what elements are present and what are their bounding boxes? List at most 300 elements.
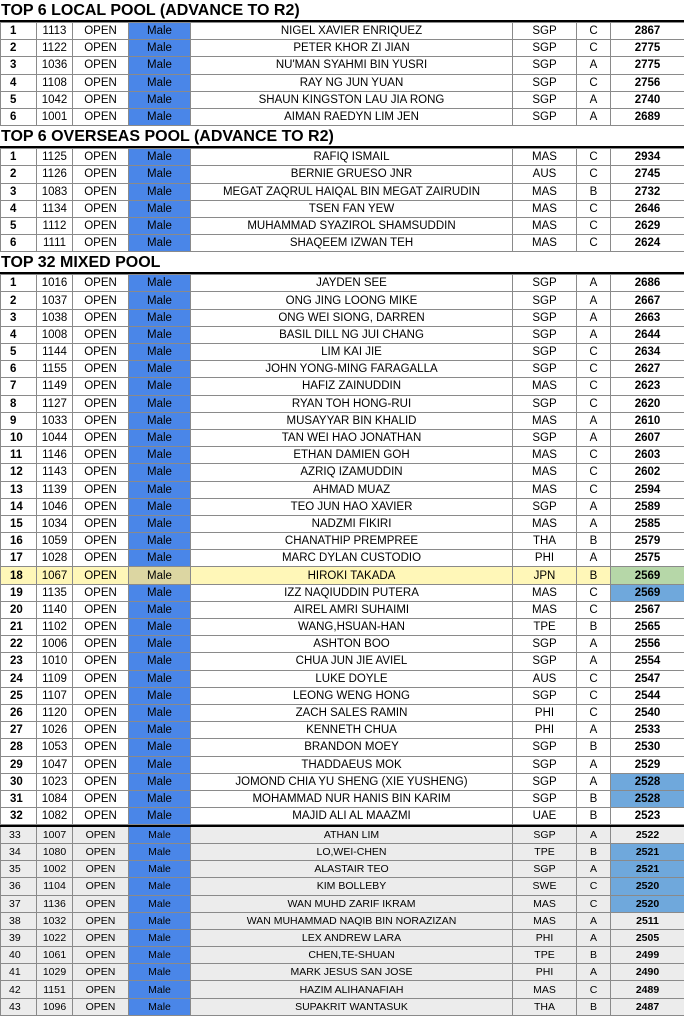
group-cell: A — [577, 275, 611, 292]
country-cell: MAS — [513, 895, 577, 912]
gender-cell: Male — [129, 895, 191, 912]
gender-cell: Male — [129, 687, 191, 704]
rank-cell: 11 — [1, 447, 37, 464]
table-row — [1, 653, 684, 670]
group-cell: A — [577, 412, 611, 429]
gender-cell: Male — [129, 361, 191, 378]
player-id-cell: 1140 — [37, 601, 73, 618]
player-name-cell: ONG JING LOONG MIKE — [191, 292, 513, 309]
player-id-cell: 1135 — [37, 584, 73, 601]
rating-cell: 2667 — [611, 292, 684, 309]
rank-cell: 37 — [1, 895, 37, 912]
player-id-cell: 1144 — [37, 344, 73, 361]
player-name-cell: AIMAN RAEDYN LIM JEN — [191, 108, 513, 125]
player-id-cell: 1028 — [37, 550, 73, 567]
group-cell: A — [577, 108, 611, 125]
country-cell: SGP — [513, 756, 577, 773]
country-cell: SGP — [513, 687, 577, 704]
table-row — [1, 447, 684, 464]
gender-cell: Male — [129, 217, 191, 234]
rank-cell: 33 — [1, 826, 37, 843]
gender-cell: Male — [129, 74, 191, 91]
table-row — [1, 878, 684, 895]
player-name-cell: NADZMI FIKIRI — [191, 515, 513, 532]
group-cell: C — [577, 235, 611, 252]
standings-table — [0, 825, 684, 1016]
country-cell: MAS — [513, 464, 577, 481]
rating-cell: 2610 — [611, 412, 684, 429]
rank-cell: 20 — [1, 601, 37, 618]
country-cell: SGP — [513, 275, 577, 292]
category-cell: OPEN — [73, 790, 129, 807]
category-cell: OPEN — [73, 74, 129, 91]
category-cell: OPEN — [73, 947, 129, 964]
category-cell: OPEN — [73, 550, 129, 567]
player-name-cell: TEO JUN HAO XAVIER — [191, 498, 513, 515]
country-cell: TPE — [513, 843, 577, 860]
country-cell: SGP — [513, 91, 577, 108]
category-cell: OPEN — [73, 601, 129, 618]
rating-cell: 2499 — [611, 947, 684, 964]
country-cell: SGP — [513, 344, 577, 361]
table-row — [1, 533, 684, 550]
player-id-cell: 1022 — [37, 929, 73, 946]
player-id-cell: 1034 — [37, 515, 73, 532]
player-name-cell: RAFIQ ISMAIL — [191, 149, 513, 166]
group-cell: C — [577, 23, 611, 40]
rank-cell: 12 — [1, 464, 37, 481]
rating-cell: 2686 — [611, 275, 684, 292]
gender-cell: Male — [129, 773, 191, 790]
gender-cell: Male — [129, 378, 191, 395]
rating-cell: 2511 — [611, 912, 684, 929]
player-id-cell: 1111 — [37, 235, 73, 252]
group-cell: B — [577, 790, 611, 807]
player-id-cell: 1143 — [37, 464, 73, 481]
rating-cell: 2567 — [611, 601, 684, 618]
player-name-cell: AZRIQ IZAMUDDIN — [191, 464, 513, 481]
player-name-cell: RYAN TOH HONG-RUI — [191, 395, 513, 412]
group-cell: B — [577, 808, 611, 825]
player-id-cell: 1026 — [37, 722, 73, 739]
player-name-cell: ATHAN LIM — [191, 826, 513, 843]
table-row — [1, 601, 684, 618]
group-cell: A — [577, 964, 611, 981]
player-id-cell: 1108 — [37, 74, 73, 91]
group-cell: A — [577, 722, 611, 739]
group-cell: C — [577, 481, 611, 498]
gender-cell: Male — [129, 57, 191, 74]
player-name-cell: SHAQEEM IZWAN TEH — [191, 235, 513, 252]
table-row — [1, 235, 684, 252]
rating-cell: 2756 — [611, 74, 684, 91]
table-row — [1, 808, 684, 825]
group-cell: B — [577, 998, 611, 1015]
rank-cell: 6 — [1, 235, 37, 252]
gender-cell: Male — [129, 929, 191, 946]
rank-cell: 15 — [1, 515, 37, 532]
table-row — [1, 217, 684, 234]
group-cell: C — [577, 670, 611, 687]
group-cell: A — [577, 653, 611, 670]
rating-cell: 2569 — [611, 567, 684, 584]
table-row — [1, 687, 684, 704]
group-cell: A — [577, 756, 611, 773]
gender-cell: Male — [129, 235, 191, 252]
gender-cell: Male — [129, 998, 191, 1015]
player-name-cell: BERNIE GRUESO JNR — [191, 166, 513, 183]
player-id-cell: 1102 — [37, 619, 73, 636]
gender-cell: Male — [129, 878, 191, 895]
rating-cell: 2624 — [611, 235, 684, 252]
player-id-cell: 1080 — [37, 843, 73, 860]
rating-cell: 2644 — [611, 326, 684, 343]
rating-cell: 2603 — [611, 447, 684, 464]
player-id-cell: 1136 — [37, 895, 73, 912]
player-id-cell: 1053 — [37, 739, 73, 756]
country-cell: AUS — [513, 166, 577, 183]
table-row — [1, 773, 684, 790]
rank-cell: 22 — [1, 636, 37, 653]
player-id-cell: 1107 — [37, 687, 73, 704]
gender-cell: Male — [129, 200, 191, 217]
gender-cell: Male — [129, 149, 191, 166]
table-row — [1, 361, 684, 378]
player-name-cell: ZACH SALES RAMIN — [191, 704, 513, 721]
group-cell: A — [577, 861, 611, 878]
rank-cell: 26 — [1, 704, 37, 721]
category-cell: OPEN — [73, 619, 129, 636]
rank-cell: 1 — [1, 149, 37, 166]
group-cell: B — [577, 183, 611, 200]
table-row — [1, 826, 684, 843]
group-cell: C — [577, 601, 611, 618]
player-name-cell: LUKE DOYLE — [191, 670, 513, 687]
player-name-cell: MUHAMMAD SYAZIROL SHAMSUDDIN — [191, 217, 513, 234]
country-cell: JPN — [513, 567, 577, 584]
table-row — [1, 275, 684, 292]
rating-cell: 2505 — [611, 929, 684, 946]
table-row — [1, 200, 684, 217]
rank-cell: 4 — [1, 326, 37, 343]
country-cell: SGP — [513, 429, 577, 446]
table-row — [1, 149, 684, 166]
rank-cell: 28 — [1, 739, 37, 756]
category-cell: OPEN — [73, 670, 129, 687]
table-row — [1, 309, 684, 326]
player-id-cell: 1061 — [37, 947, 73, 964]
rank-cell: 4 — [1, 200, 37, 217]
country-cell: MAS — [513, 912, 577, 929]
group-cell: A — [577, 309, 611, 326]
category-cell: OPEN — [73, 773, 129, 790]
player-name-cell: LO,WEI-CHEN — [191, 843, 513, 860]
rating-cell: 2585 — [611, 515, 684, 532]
player-name-cell: NU'MAN SYAHMI BIN YUSRI — [191, 57, 513, 74]
group-cell: B — [577, 947, 611, 964]
rank-cell: 29 — [1, 756, 37, 773]
player-name-cell: SHAUN KINGSTON LAU JIA RONG — [191, 91, 513, 108]
gender-cell: Male — [129, 912, 191, 929]
group-cell: B — [577, 739, 611, 756]
rank-cell: 19 — [1, 584, 37, 601]
section-title: TOP 6 OVERSEAS POOL (ADVANCE TO R2) — [0, 126, 684, 148]
group-cell: C — [577, 149, 611, 166]
player-id-cell: 1126 — [37, 166, 73, 183]
category-cell: OPEN — [73, 981, 129, 998]
country-cell: PHI — [513, 722, 577, 739]
country-cell: SGP — [513, 326, 577, 343]
player-name-cell: MEGAT ZAQRUL HAIQAL BIN MEGAT ZAIRUDIN — [191, 183, 513, 200]
category-cell: OPEN — [73, 895, 129, 912]
country-cell: SGP — [513, 395, 577, 412]
rating-cell: 2528 — [611, 773, 684, 790]
player-id-cell: 1109 — [37, 670, 73, 687]
category-cell: OPEN — [73, 843, 129, 860]
group-cell: A — [577, 57, 611, 74]
table-row — [1, 998, 684, 1015]
category-cell: OPEN — [73, 429, 129, 446]
category-cell: OPEN — [73, 481, 129, 498]
gender-cell: Male — [129, 429, 191, 446]
gender-cell: Male — [129, 843, 191, 860]
category-cell: OPEN — [73, 739, 129, 756]
category-cell: OPEN — [73, 309, 129, 326]
category-cell: OPEN — [73, 533, 129, 550]
rating-cell: 2530 — [611, 739, 684, 756]
group-cell: C — [577, 200, 611, 217]
rank-cell: 35 — [1, 861, 37, 878]
gender-cell: Male — [129, 981, 191, 998]
rank-cell: 1 — [1, 23, 37, 40]
player-id-cell: 1096 — [37, 998, 73, 1015]
rating-cell: 2521 — [611, 861, 684, 878]
category-cell: OPEN — [73, 326, 129, 343]
category-cell: OPEN — [73, 447, 129, 464]
player-id-cell: 1134 — [37, 200, 73, 217]
country-cell: SGP — [513, 653, 577, 670]
table-row — [1, 326, 684, 343]
rating-cell: 2579 — [611, 533, 684, 550]
rank-cell: 36 — [1, 878, 37, 895]
category-cell: OPEN — [73, 200, 129, 217]
rating-cell: 2646 — [611, 200, 684, 217]
rating-cell: 2775 — [611, 40, 684, 57]
rating-cell: 2521 — [611, 843, 684, 860]
player-id-cell: 1146 — [37, 447, 73, 464]
category-cell: OPEN — [73, 361, 129, 378]
country-cell: MAS — [513, 149, 577, 166]
player-id-cell: 1104 — [37, 878, 73, 895]
player-id-cell: 1112 — [37, 217, 73, 234]
player-id-cell: 1033 — [37, 412, 73, 429]
rating-cell: 2520 — [611, 895, 684, 912]
group-cell: B — [577, 843, 611, 860]
group-cell: C — [577, 361, 611, 378]
player-name-cell: BRANDON MOEY — [191, 739, 513, 756]
rating-cell: 2575 — [611, 550, 684, 567]
rank-cell: 40 — [1, 947, 37, 964]
player-name-cell: ONG WEI SIONG, DARREN — [191, 309, 513, 326]
player-name-cell: RAY NG JUN YUAN — [191, 74, 513, 91]
category-cell: OPEN — [73, 998, 129, 1015]
player-id-cell: 1046 — [37, 498, 73, 515]
gender-cell: Male — [129, 567, 191, 584]
rating-cell: 2520 — [611, 878, 684, 895]
rating-cell: 2547 — [611, 670, 684, 687]
gender-cell: Male — [129, 619, 191, 636]
category-cell: OPEN — [73, 878, 129, 895]
gender-cell: Male — [129, 166, 191, 183]
rank-cell: 39 — [1, 929, 37, 946]
rank-cell: 9 — [1, 412, 37, 429]
country-cell: THA — [513, 533, 577, 550]
group-cell: C — [577, 584, 611, 601]
country-cell: SGP — [513, 108, 577, 125]
player-name-cell: MAJID ALI AL MAAZMI — [191, 808, 513, 825]
player-id-cell: 1038 — [37, 309, 73, 326]
player-name-cell: SUPAKRIT WANTASUK — [191, 998, 513, 1015]
table-row — [1, 344, 684, 361]
gender-cell: Male — [129, 91, 191, 108]
player-name-cell: LEX ANDREW LARA — [191, 929, 513, 946]
group-cell: A — [577, 498, 611, 515]
rating-cell: 2934 — [611, 149, 684, 166]
player-name-cell: HAZIM ALIHANAFIAH — [191, 981, 513, 998]
country-cell: SWE — [513, 878, 577, 895]
rating-cell: 2589 — [611, 498, 684, 515]
group-cell: C — [577, 395, 611, 412]
player-id-cell: 1029 — [37, 964, 73, 981]
rating-cell: 2544 — [611, 687, 684, 704]
gender-cell: Male — [129, 964, 191, 981]
category-cell: OPEN — [73, 704, 129, 721]
country-cell: SGP — [513, 361, 577, 378]
country-cell: MAS — [513, 981, 577, 998]
country-cell: SGP — [513, 40, 577, 57]
rating-cell: 2556 — [611, 636, 684, 653]
table-row — [1, 378, 684, 395]
category-cell: OPEN — [73, 808, 129, 825]
group-cell: C — [577, 166, 611, 183]
section-title: TOP 32 MIXED POOL — [0, 252, 684, 274]
table-row — [1, 429, 684, 446]
rank-cell: 34 — [1, 843, 37, 860]
player-name-cell: THADDAEUS MOK — [191, 756, 513, 773]
country-cell: MAS — [513, 200, 577, 217]
group-cell: C — [577, 464, 611, 481]
player-name-cell: JAYDEN SEE — [191, 275, 513, 292]
gender-cell: Male — [129, 515, 191, 532]
group-cell: A — [577, 429, 611, 446]
player-name-cell: WAN MUHAMMAD NAQIB BIN NORAZIZAN — [191, 912, 513, 929]
gender-cell: Male — [129, 722, 191, 739]
table-row — [1, 895, 684, 912]
rating-cell: 2594 — [611, 481, 684, 498]
player-id-cell: 1120 — [37, 704, 73, 721]
gender-cell: Male — [129, 447, 191, 464]
player-id-cell: 1067 — [37, 567, 73, 584]
country-cell: SGP — [513, 790, 577, 807]
country-cell: PHI — [513, 550, 577, 567]
rank-cell: 3 — [1, 183, 37, 200]
standings-table — [0, 274, 684, 825]
country-cell: SGP — [513, 292, 577, 309]
rank-cell: 43 — [1, 998, 37, 1015]
category-cell: OPEN — [73, 57, 129, 74]
gender-cell: Male — [129, 739, 191, 756]
gender-cell: Male — [129, 790, 191, 807]
category-cell: OPEN — [73, 23, 129, 40]
country-cell: SGP — [513, 23, 577, 40]
country-cell: SGP — [513, 773, 577, 790]
player-name-cell: JOMOND CHIA YU SHENG (XIE YUSHENG) — [191, 773, 513, 790]
table-row — [1, 981, 684, 998]
rank-cell: 2 — [1, 292, 37, 309]
player-name-cell: CHEN,TE-SHUAN — [191, 947, 513, 964]
category-cell: OPEN — [73, 91, 129, 108]
group-cell: C — [577, 217, 611, 234]
rank-cell: 23 — [1, 653, 37, 670]
player-name-cell: ETHAN DAMIEN GOH — [191, 447, 513, 464]
country-cell: MAS — [513, 412, 577, 429]
rank-cell: 24 — [1, 670, 37, 687]
player-id-cell: 1113 — [37, 23, 73, 40]
player-name-cell: LEONG WENG HONG — [191, 687, 513, 704]
player-id-cell: 1127 — [37, 395, 73, 412]
category-cell: OPEN — [73, 861, 129, 878]
gender-cell: Male — [129, 412, 191, 429]
country-cell: MAS — [513, 447, 577, 464]
category-cell: OPEN — [73, 756, 129, 773]
country-cell: MAS — [513, 378, 577, 395]
player-id-cell: 1084 — [37, 790, 73, 807]
gender-cell: Male — [129, 464, 191, 481]
category-cell: OPEN — [73, 826, 129, 843]
player-id-cell: 1047 — [37, 756, 73, 773]
player-name-cell: MOHAMMAD NUR HANIS BIN KARIM — [191, 790, 513, 807]
gender-cell: Male — [129, 292, 191, 309]
player-id-cell: 1002 — [37, 861, 73, 878]
rank-cell: 17 — [1, 550, 37, 567]
player-id-cell: 1036 — [37, 57, 73, 74]
player-name-cell: TAN WEI HAO JONATHAN — [191, 429, 513, 446]
table-row — [1, 947, 684, 964]
player-name-cell: KIM BOLLEBY — [191, 878, 513, 895]
rank-cell: 2 — [1, 40, 37, 57]
category-cell: OPEN — [73, 378, 129, 395]
category-cell: OPEN — [73, 515, 129, 532]
rank-cell: 14 — [1, 498, 37, 515]
gender-cell: Male — [129, 309, 191, 326]
group-cell: A — [577, 515, 611, 532]
player-id-cell: 1139 — [37, 481, 73, 498]
table-row — [1, 670, 684, 687]
country-cell: MAS — [513, 235, 577, 252]
table-row — [1, 23, 684, 40]
table-row — [1, 498, 684, 515]
rank-cell: 13 — [1, 481, 37, 498]
player-id-cell: 1016 — [37, 275, 73, 292]
table-row — [1, 619, 684, 636]
rank-cell: 21 — [1, 619, 37, 636]
rank-cell: 32 — [1, 808, 37, 825]
rating-cell: 2732 — [611, 183, 684, 200]
player-name-cell: KENNETH CHUA — [191, 722, 513, 739]
country-cell: MAS — [513, 217, 577, 234]
table-row — [1, 550, 684, 567]
rank-cell: 16 — [1, 533, 37, 550]
